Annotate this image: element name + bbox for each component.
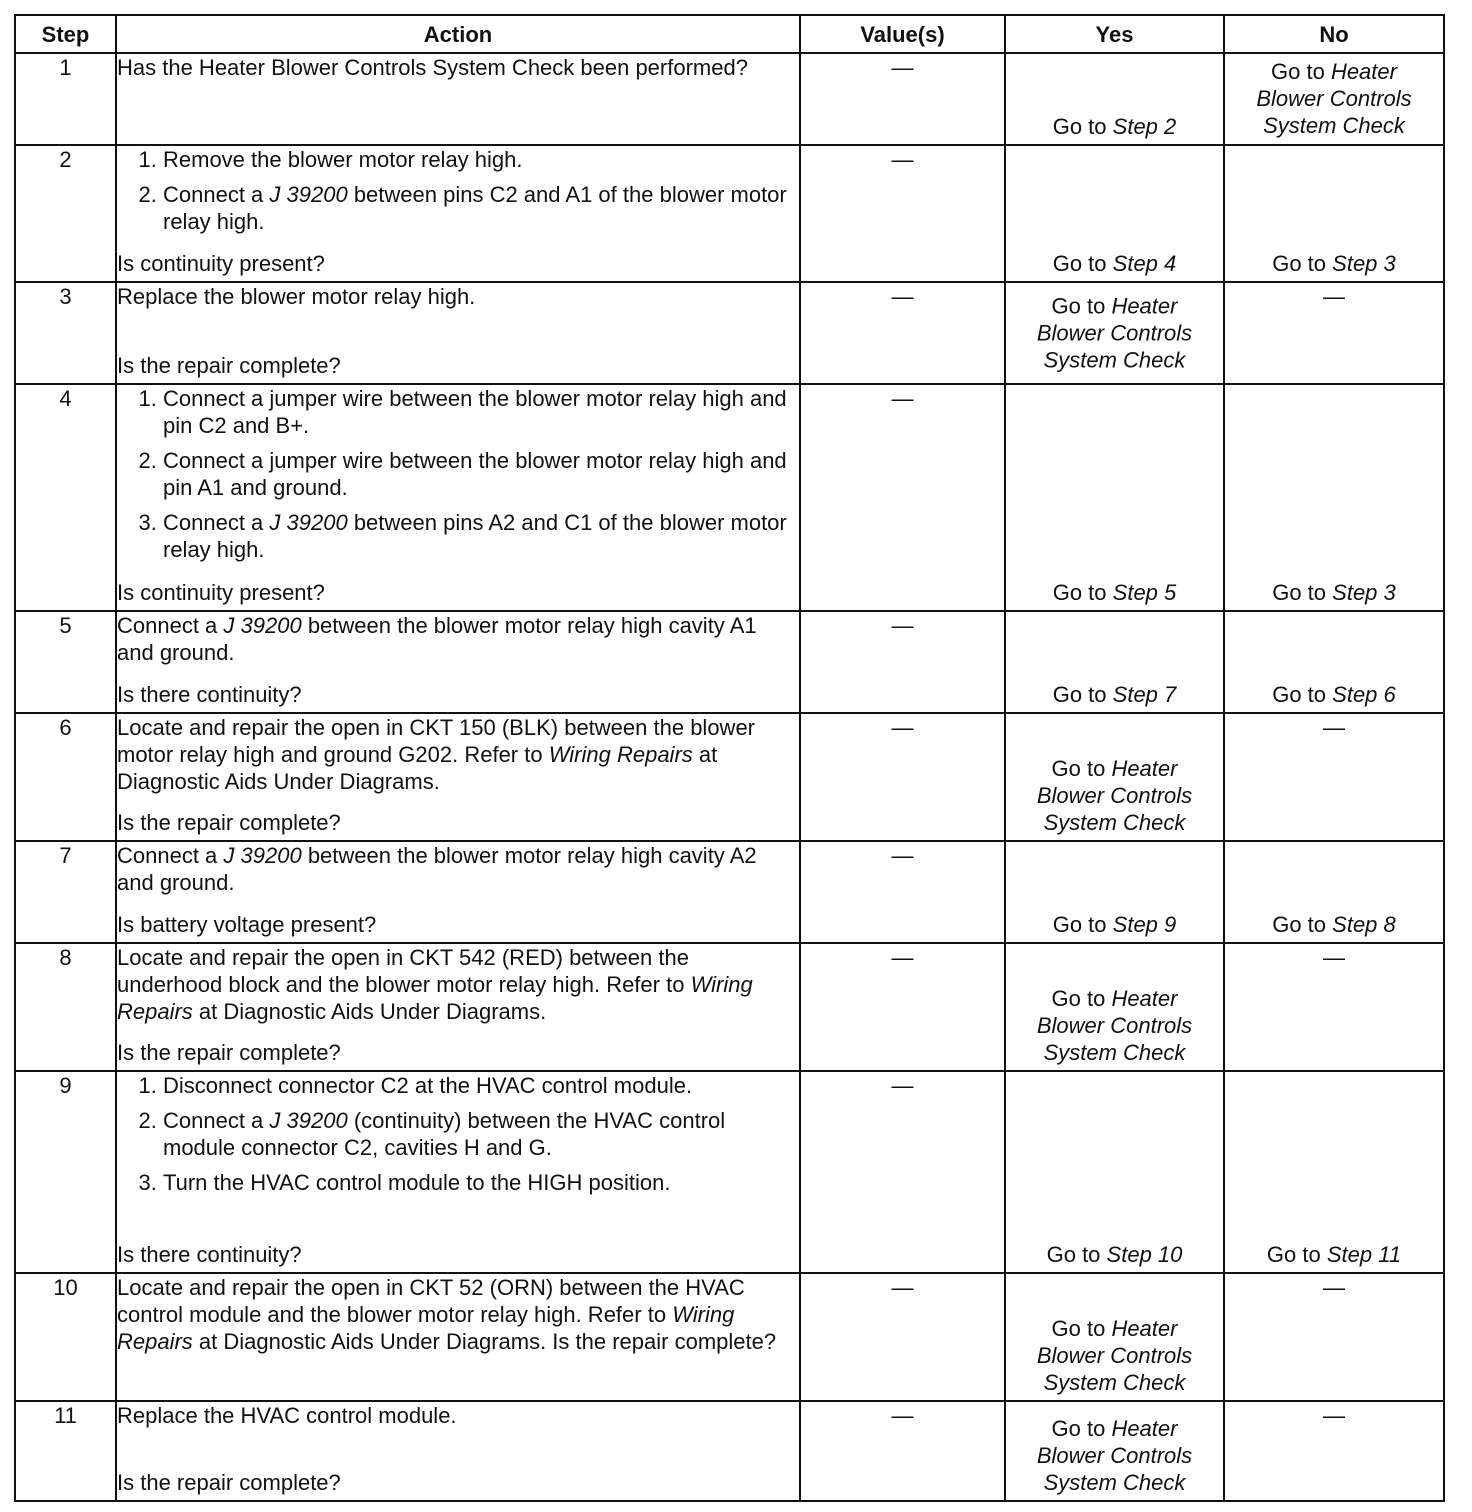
- step-number: 2: [15, 145, 116, 282]
- reference-link: Wiring Repairs: [548, 742, 693, 767]
- action-text-part: Locate and repair the open in CKT 52 (ORN) between the HVAC control module and the blower motor relay high. Refer to: [117, 1275, 745, 1327]
- action-cell: [116, 841, 800, 943]
- action-text-part: Connect a: [117, 843, 224, 868]
- substep-text: between pins C2 and A1 of the blower motor relay high.: [163, 182, 787, 234]
- yes-cell: [1005, 145, 1224, 282]
- header-no: No: [1224, 15, 1444, 53]
- question: Is continuity present?: [117, 580, 325, 605]
- action-text-part: Connect a: [117, 613, 224, 638]
- yes-cell: [1005, 53, 1224, 145]
- step-number: 5: [15, 611, 116, 713]
- go-to-label: Go to: [1052, 912, 1107, 937]
- value-cell: —: [1224, 1273, 1444, 1401]
- target-text: Heater: [1111, 293, 1178, 319]
- action-cell: [116, 713, 800, 841]
- link-system-check[interactable]: [1225, 58, 1443, 139]
- value-cell: —: [800, 384, 1005, 611]
- table-row: [15, 611, 1444, 713]
- action-text-part: Locate and repair the open in CKT 542 (RED) between the underhood block and the blower motor relay high. Refer to: [117, 945, 691, 997]
- target-text: Heater: [1111, 986, 1178, 1011]
- header-action: Action: [116, 15, 800, 53]
- step-number: 6: [15, 713, 116, 841]
- table-row: [15, 53, 1444, 145]
- target-text: System Check: [1043, 1370, 1186, 1395]
- action-cell: [116, 1401, 800, 1501]
- no-cell: [1224, 1071, 1444, 1273]
- target-text: Heater: [1330, 59, 1397, 84]
- action-text: Has the Heater Blower Controls System Check been performed?: [117, 55, 748, 80]
- question: Is the repair complete?: [117, 810, 341, 835]
- no-cell: [1224, 384, 1444, 611]
- link-step-8[interactable]: Step 8: [1332, 912, 1396, 937]
- target-text: Blower Controls: [1036, 1013, 1193, 1038]
- yes-cell: [1005, 611, 1224, 713]
- yes-cell: [1005, 713, 1224, 841]
- substep-text: (continuity) between the HVAC control module connector C2, cavities H and G.: [163, 1108, 726, 1160]
- action-text-part: between the blower motor relay high cavity A2 and ground.: [117, 843, 757, 895]
- go-to-label: Go to: [1051, 293, 1106, 319]
- action-text: [117, 944, 799, 1025]
- link-system-check[interactable]: [1006, 1315, 1223, 1396]
- yes-cell: [1005, 282, 1224, 384]
- action-text: [117, 842, 799, 896]
- value-cell: —: [1224, 1401, 1444, 1501]
- substep: 2. Connect a jumper wire between the blower motor relay high and pin A1 and ground.: [163, 447, 799, 501]
- go-to-label: Go to: [1272, 912, 1327, 937]
- action-cell: [116, 53, 800, 145]
- target-text: Blower Controls: [1256, 86, 1412, 111]
- table-row: [15, 713, 1444, 841]
- step-number: 3: [15, 282, 116, 384]
- yes-cell: [1005, 1401, 1224, 1501]
- value-cell: —: [1224, 943, 1444, 1071]
- go-to-label: Go to: [1271, 59, 1325, 84]
- action-cell: [116, 1071, 800, 1273]
- link-step-2[interactable]: Step 2: [1112, 114, 1177, 139]
- target-text: Heater: [1111, 1316, 1178, 1341]
- question: Is battery voltage present?: [117, 912, 377, 937]
- action-text: Replace the blower motor relay high.: [117, 284, 476, 309]
- go-to-label: Go to: [1046, 1242, 1101, 1267]
- substep: [163, 1107, 799, 1161]
- value-cell: —: [800, 145, 1005, 282]
- action-text: [117, 714, 799, 795]
- table-row: [15, 1273, 1444, 1401]
- no-cell: [1224, 611, 1444, 713]
- reference-link: Wiring Repairs: [117, 1302, 735, 1354]
- action-text: [117, 1275, 776, 1354]
- step-number: 1: [15, 53, 116, 145]
- action-cell: [116, 943, 800, 1071]
- go-to-label: Go to: [1051, 1416, 1106, 1441]
- target-text: Heater: [1111, 1416, 1178, 1441]
- table-row: [15, 841, 1444, 943]
- value-cell: —: [800, 841, 1005, 943]
- tool-name: J 39200: [223, 843, 302, 868]
- header-yes: Yes: [1005, 15, 1224, 53]
- substep-list: [117, 385, 799, 571]
- step-number: 7: [15, 841, 116, 943]
- question: Is the repair complete?: [117, 1040, 341, 1065]
- go-to-label: Go to: [1051, 1316, 1106, 1341]
- target-text: System Check: [1043, 1470, 1186, 1495]
- reference-link: Wiring Repairs: [117, 972, 753, 1024]
- value-cell: —: [1224, 282, 1444, 384]
- value-cell: —: [800, 53, 1005, 145]
- action-text: Replace the HVAC control module.: [117, 1403, 457, 1428]
- step-number: 10: [15, 1273, 116, 1401]
- no-cell: [1224, 841, 1444, 943]
- substep-text: between pins A2 and C1 of the blower motor relay high.: [163, 510, 787, 562]
- substep-text: Connect a: [163, 1108, 270, 1133]
- go-to-label: Go to: [1272, 580, 1327, 605]
- substep: 1. Disconnect connector C2 at the HVAC control module.: [163, 1072, 799, 1099]
- action-text-part: Locate and repair the open in CKT 150 (BLK) between the blower motor relay high and ground G202. Refer to: [117, 715, 755, 767]
- tool-name: J 39200: [269, 182, 348, 207]
- link-step-4[interactable]: Step 4: [1112, 251, 1177, 276]
- link-system-check[interactable]: [1006, 293, 1223, 374]
- tool-name: J 39200: [269, 510, 348, 535]
- target-text: Heater: [1111, 756, 1178, 781]
- go-to-label: Go to: [1052, 580, 1107, 605]
- action-cell: [116, 145, 800, 282]
- link-step-7[interactable]: Step 7: [1112, 682, 1177, 707]
- link-step-3[interactable]: Step 3: [1332, 251, 1396, 276]
- value-cell: —: [800, 1273, 1005, 1401]
- target-text: System Check: [1263, 113, 1405, 138]
- go-to-label: Go to: [1272, 682, 1327, 707]
- action-cell: [116, 282, 800, 384]
- go-to-label: Go to: [1052, 114, 1107, 139]
- action-text-part: at Diagnostic Aids Under Diagrams.: [192, 999, 547, 1024]
- table-row: [15, 1401, 1444, 1501]
- substep-list: [117, 146, 799, 243]
- action-cell: [116, 611, 800, 713]
- tool-name: J 39200: [269, 1108, 348, 1133]
- tool-name: J 39200: [223, 613, 302, 638]
- yes-cell: [1005, 841, 1224, 943]
- yes-cell: [1005, 384, 1224, 611]
- target-text: Blower Controls: [1036, 1343, 1193, 1368]
- yes-cell: [1005, 943, 1224, 1071]
- go-to-label: Go to: [1052, 251, 1107, 276]
- no-cell: [1224, 53, 1444, 145]
- question: Is continuity present?: [117, 251, 325, 276]
- action-cell: [116, 1273, 800, 1401]
- target-text: System Check: [1043, 1040, 1186, 1065]
- table-row: [15, 145, 1444, 282]
- link-step-3[interactable]: Step 3: [1332, 580, 1396, 605]
- step-number: 4: [15, 384, 116, 611]
- table-row: [15, 282, 1444, 384]
- yes-cell: [1005, 1071, 1224, 1273]
- header-row: [15, 15, 1444, 53]
- step-number: 9: [15, 1071, 116, 1273]
- value-cell: —: [800, 611, 1005, 713]
- table-row: [15, 943, 1444, 1071]
- substep: 1. Connect a jumper wire between the blower motor relay high and pin C2 and B+.: [163, 385, 799, 439]
- diagnostic-table: [14, 14, 1445, 1502]
- go-to-label: Go to: [1051, 756, 1106, 781]
- yes-cell: [1005, 1273, 1224, 1401]
- header-values: Value(s): [800, 15, 1005, 53]
- no-cell: [1224, 145, 1444, 282]
- link-step-11[interactable]: Step 11: [1326, 1242, 1402, 1267]
- link-step-5[interactable]: Step 5: [1112, 580, 1177, 605]
- link-system-check[interactable]: [1006, 985, 1223, 1066]
- target-text: System Check: [1043, 810, 1186, 835]
- link-system-check[interactable]: [1006, 1415, 1223, 1496]
- question: Is the repair complete?: [117, 1470, 341, 1495]
- table-row: [15, 384, 1444, 611]
- step-number: 11: [15, 1401, 116, 1501]
- substep-text: Connect a: [163, 182, 270, 207]
- link-step-6[interactable]: Step 6: [1332, 682, 1396, 707]
- step-number: 8: [15, 943, 116, 1071]
- table-row: [15, 1071, 1444, 1273]
- value-cell: —: [800, 1071, 1005, 1273]
- value-cell: —: [800, 713, 1005, 841]
- go-to-label: Go to: [1052, 682, 1107, 707]
- target-text: Blower Controls: [1036, 1443, 1193, 1468]
- go-to-label: Go to: [1272, 251, 1327, 276]
- action-cell: [116, 384, 800, 611]
- action-text-part: at Diagnostic Aids Under Diagrams. Is the repair complete?: [192, 1329, 777, 1354]
- go-to-label: Go to: [1266, 1242, 1321, 1267]
- target-text: System Check: [1043, 347, 1186, 373]
- substep: [163, 509, 799, 563]
- link-system-check[interactable]: [1006, 755, 1223, 836]
- go-to-label: Go to: [1051, 986, 1106, 1011]
- link-step-10[interactable]: Step 10: [1106, 1242, 1183, 1267]
- substep-text: Connect a: [163, 510, 270, 535]
- value-cell: —: [800, 282, 1005, 384]
- question: Is the repair complete?: [117, 353, 341, 378]
- substep: [163, 181, 799, 235]
- header-step: Step: [15, 15, 116, 53]
- value-cell: —: [800, 943, 1005, 1071]
- target-text: Blower Controls: [1036, 320, 1193, 346]
- question: Is there continuity?: [117, 682, 302, 707]
- value-cell: —: [1224, 713, 1444, 841]
- substep: 3. Turn the HVAC control module to the HIGH position.: [163, 1169, 799, 1196]
- question: Is there continuity?: [117, 1242, 302, 1267]
- substep-list: [117, 1072, 799, 1204]
- link-step-9[interactable]: Step 9: [1112, 912, 1177, 937]
- target-text: Blower Controls: [1036, 783, 1193, 808]
- action-text-part: at Diagnostic Aids Under Diagrams.: [117, 742, 718, 794]
- action-text-part: between the blower motor relay high cavity A1 and ground.: [117, 613, 757, 665]
- value-cell: —: [800, 1401, 1005, 1501]
- substep: 1. Remove the blower motor relay high.: [163, 146, 799, 173]
- action-text: [117, 612, 799, 666]
